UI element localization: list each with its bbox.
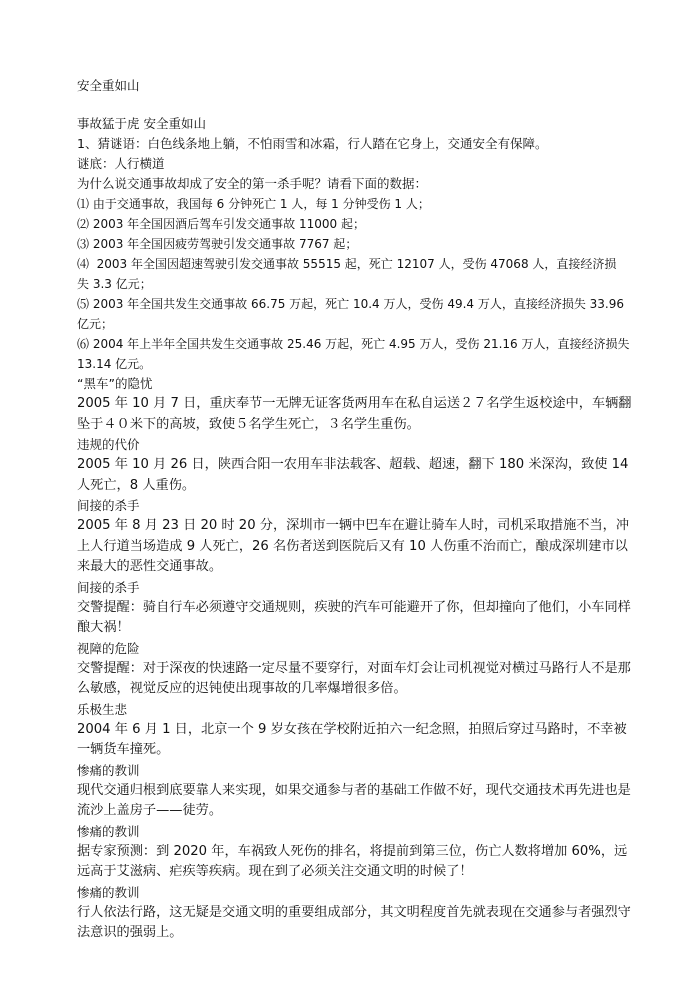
riddle-answer: 谜底：人行横道: [77, 156, 165, 171]
stat-item-3: ⑶ 2003 年全国因疲劳驾驶引发交通事故 7767 起；: [77, 237, 358, 251]
stat-item-1: ⑴ 由于交通事故，我国每 6 分钟死亡 1 人，每 1 分钟受伤 1 人；: [77, 197, 430, 211]
section-heading: 事故猛于虎 安全重如山: [77, 116, 206, 131]
case-text-2: 2005 年 10 月 26 日，陕西合阳一农用车非法载客、超载、超速，翻下 180 米深沟，致使 14 人死亡，8 人重伤。: [77, 457, 633, 493]
stat-item-5: ⑸ 2003 年全国共发生交通事故 66.75 万起，死亡 10.4 万人，受伤 49.4 万人，直接经济损失 33.96 亿元；: [77, 297, 628, 331]
stat-item-6: ⑹ 2004 年上半年全国共发生交通事故 25.46 万起，死亡 4.95 万人，受伤 21.16 万人，直接经济损失 13.14 亿元。: [77, 337, 634, 371]
document-page: [77, 76, 632, 944]
stat-item-2: ⑵ 2003 年全国因酒后驾车引发交通事故 11000 起；: [77, 217, 365, 231]
intro-question: 为什么说交通事故却成了安全的第一杀手呢？请看下面的数据：: [77, 176, 428, 191]
case-heading-4: 间接的杀手: [77, 579, 140, 595]
case-text-6: 2004 年 6 月 1 日，北京一个 9 岁女孩在学校附近拍六一纪念照，拍照后穿过马路时，不幸被一辆货车撞死。: [77, 721, 627, 757]
stat-item-4: ⑷ 2003 年全国因超速驾驶引发交通事故 55515 起，死亡 12107 人，受伤 47068 人，直接经济损 失 3.3 亿元；: [77, 257, 621, 291]
case-heading-2: 违规的代价: [77, 437, 140, 452]
case-heading-8: 惨痛的教训: [77, 823, 140, 839]
case-text-7: 现代交通归根到底要靠人来实现，如果交通参与者的基础工作做不好，现代交通技术再先进也是流沙上盖房子——徒劳。: [77, 782, 631, 818]
case-heading-5: 视障的危险: [77, 640, 140, 656]
case-heading-7: 惨痛的教训: [77, 762, 140, 778]
case-text-8: 据专家预测：到 2020 年，车祸致人死伤的排名，将提前到第三位，伤亡人数将增加 60%，远远高于艾滋病、疟疾等疾病。现在到了必须关注交通文明的时候了！: [77, 843, 628, 879]
document-title: 安全重如山: [77, 78, 140, 93]
case-heading-9: 惨痛的教训: [77, 884, 140, 900]
case-heading-6: 乐极生悲: [77, 701, 128, 717]
case-text-9: 行人依法行路，这无疑是交通文明的重要组成部分，其文明程度首先就表现在交通参与者强烈守法意识的强弱上。: [77, 904, 631, 940]
case-text-1: 2005 年 10 月 7 日，重庆奉节一无牌无证客货两用车在私自运送２７名学生返校途中，车辆翻坠于４０米下的高坡，致使５名学生死亡，３名学生重伤。: [77, 396, 632, 432]
riddle-paragraph: 1、猜谜语：白色线条地上躺，不怕雨雪和冰霜，行人踏在它身上，交通安全有保障。: [77, 136, 548, 151]
case-text-3: 2005 年 8 月 23 日 20 时 20 分，深圳市一辆中巴车在避让骑车人时，司机采取措施不当，冲上人行道当场造成 9 人死亡，26 名伤者送到医院后又有 10 人伤重不治而亡，酿成深圳建市以来最大的恶性交通事故。: [77, 518, 630, 574]
case-heading-1: “黑车”的隐忧: [77, 376, 153, 391]
case-heading-3: 间接的杀手: [77, 498, 140, 513]
case-text-4: 交警提醒：骑自行车必须遵守交通规则，疾驶的汽车可能避开了你，但却撞向了他们，小车同样酿大祸！: [77, 599, 631, 635]
case-text-5: 交警提醒：对于深夜的快速路一定尽量不要穿行，对面车灯会让司机视觉对横过马路行人不是那么敏感，视觉反应的迟钝使出现事故的几率爆增很多倍。: [77, 660, 631, 696]
